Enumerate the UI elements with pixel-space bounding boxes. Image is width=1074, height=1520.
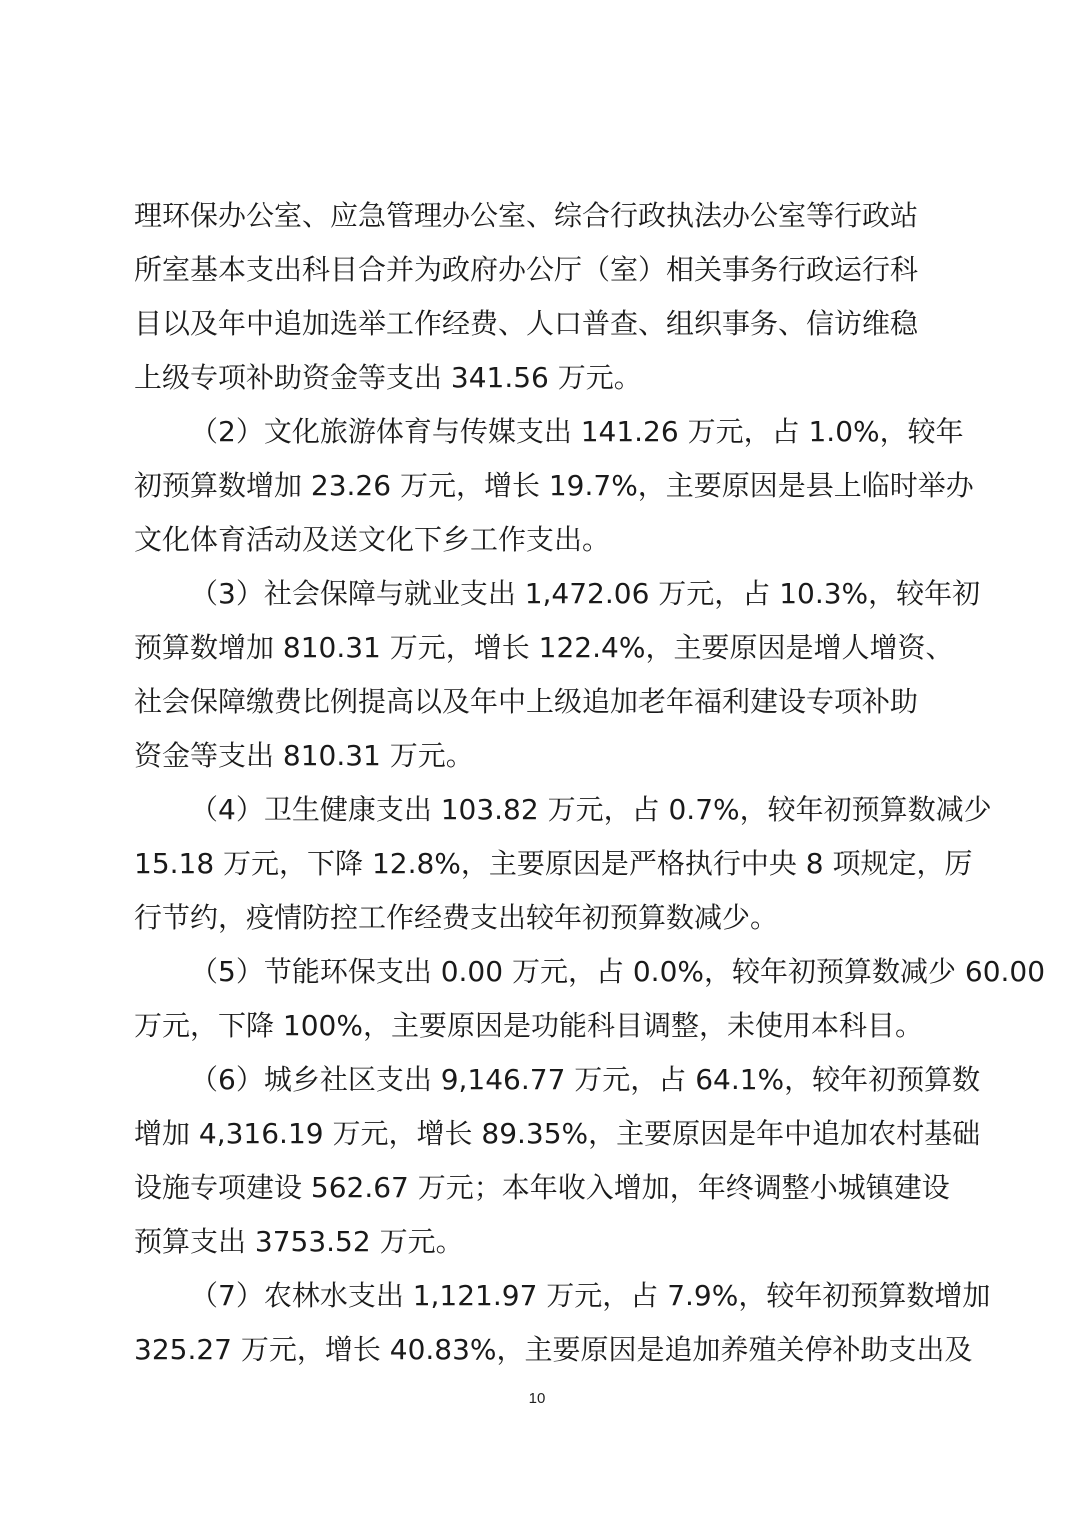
paragraph-7-first-line: （7）农林水支出 1,121.97 万元，占 7.9%，较年初预算数增加 bbox=[190, 1279, 991, 1312]
paragraph-4-first-line: （4）卫生健康支出 103.82 万元，占 0.7%，较年初预算数减少 bbox=[190, 793, 992, 826]
page-number: 10 bbox=[528, 1390, 546, 1407]
text-line: 文化体育活动及送文化下乡工作支出。 bbox=[134, 523, 611, 556]
text-line: 15.18 万元，下降 12.8%，主要原因是严格执行中央 8 项规定，厉 bbox=[134, 847, 973, 880]
text-line: 上级专项补助资金等支出 341.56 万元。 bbox=[134, 361, 642, 394]
text-line: 理环保办公室、应急管理办公室、综合行政执法办公室等行政站 bbox=[134, 199, 919, 232]
text-line: 万元，下降 100%，主要原因是功能科目调整，未使用本科目。 bbox=[134, 1009, 923, 1042]
text-line: 资金等支出 810.31 万元。 bbox=[134, 739, 474, 772]
text-line: 社会保障缴费比例提高以及年中上级追加老年福利建设专项补助 bbox=[134, 685, 919, 718]
text-line: 初预算数增加 23.26 万元，增长 19.7%，主要原因是县上临时举办 bbox=[134, 469, 974, 502]
paragraph-6-first-line: （6）城乡社区支出 9,146.77 万元，占 64.1%，较年初预算数 bbox=[190, 1063, 981, 1096]
text-line: 目以及年中追加选举工作经费、人口普查、组织事务、信访维稳 bbox=[134, 307, 919, 340]
text-line: 所室基本支出科目合并为政府办公厅（室）相关事务行政运行科 bbox=[134, 253, 919, 286]
text-line: 增加 4,316.19 万元，增长 89.35%，主要原因是年中追加农村基础 bbox=[134, 1117, 981, 1150]
text-line: 325.27 万元，增长 40.83%，主要原因是追加养殖关停补助支出及 bbox=[134, 1333, 973, 1366]
paragraph-2-first-line: （2）文化旅游体育与传媒支出 141.26 万元，占 1.0%，较年 bbox=[190, 415, 964, 448]
text-line: 行节约，疫情防控工作经费支出较年初预算数减少。 bbox=[134, 901, 779, 934]
body-text bbox=[134, 189, 1046, 1377]
text-line: 预算支出 3753.52 万元。 bbox=[134, 1225, 464, 1258]
paragraph-3-first-line: （3）社会保障与就业支出 1,472.06 万元，占 10.3%，较年初 bbox=[190, 577, 981, 610]
text-line: 设施专项建设 562.67 万元；本年收入增加，年终调整小城镇建设 bbox=[134, 1171, 950, 1204]
paragraph-5-first-line: （5）节能环保支出 0.00 万元，占 0.0%，较年初预算数减少 60.00 bbox=[190, 955, 1046, 988]
text-line: 预算数增加 810.31 万元，增长 122.4%，主要原因是增人增资、 bbox=[134, 631, 954, 664]
